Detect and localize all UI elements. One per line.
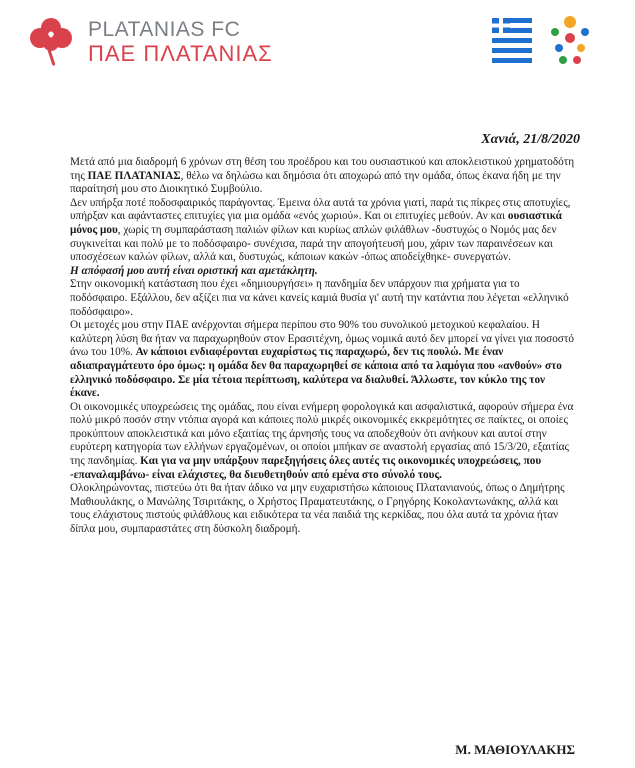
letter-paragraph [70, 265, 575, 279]
body-text: Στην οικονομική κατάσταση που έχει «δημιουργήσει» η πανδημία δεν υπάρχουν πια χρήματα για το ποδόσφαιρο. Εξάλλου, δεν αξίζει πια να κάνει κανείς καμιά θυσία γι' αυτή την κατάντια που λέγεται «ελληνικό ποδόσφαιρο». [70, 278, 569, 318]
emphasis-text: Η απόφασή μου αυτή είναι οριστική και αμετάκλητη. [70, 264, 318, 277]
body-text: Ολοκληρώνοντας, πιστεύω ότι θα ήταν άδικο να μην ευχαριστήσω κάποιους Πλατανιανούς, όπως ο Δημήτρης Μαθιουλάκης, ο Μανώλης Τσιριτάκης, ο Χρήστος Πραματευτάκης, ο Γρηγόρης Κοκολαντωνάκης, αλλά και τους ελάχιστους πιστούς φιλάθλους και ειδικότερα τα νέα παιδιά της κερκίδας, που όλα αυτά τα χρόνια ήταν δίπλα μου, συμπαραστάτες στη δύσκολη διαδρομή. [70, 482, 565, 536]
body-text: Μετά από μια διαδρομή 6 χρόνων στη θέση του προέδρου και του ουσιαστικού και αποκλειστικού χρηματοδότη της [70, 156, 575, 182]
emphasis-text: ουσιαστικά μόνος μου [70, 210, 562, 236]
mascot-icon [546, 14, 594, 66]
emphasis-text: Αν κάποιοι ενδιαφέρονται ευχαρίστως τις παραχωρώ, δεν τις πουλώ. Με έναν αδιαπραγμάτευτο όρο όμως: η ομάδα δεν θα παραχωρηθεί σε κάποια από τα λαμόγια που «ανθούν» στο ελληνικό ποδόσφαιρο. Σε μία τέτοια περίπτωση, καλύτερα να διαλυθεί. Άλλωστε, τον κύκλο της τον έκανε. [70, 346, 562, 400]
emphasis-text: Και για να μην υπάρξουν παρεξηγήσεις όλες αυτές τις οικονομικές υποχρεώσεις, που -επαναλαμβάνω- είναι ελάχιστες, θα διευθετηθούν από εμένα στο σύνολό τους. [70, 455, 542, 481]
emphasis-text: ΠΑΕ ΠΛΑΤΑΝΙΑΣ [87, 169, 181, 182]
flag-icon [492, 18, 532, 64]
body-text: Οι μετοχές μου στην ΠΑΕ ανέρχονται σήμερα περίπου στο 90% του συνολικού μετοχικού κεφαλαίου. Η καλύτερη λύση θα ήταν να παραχωρηθούν στον Ερασιτέχνη, όμως νομικά αυτό δεν μπορεί να γίνει για ποσοστό άνω του 10%. [70, 319, 574, 359]
body-text: , χωρίς τη συμπαράσταση παλιών φίλων και κυρίως απλών φιλάθλων -δυστυχώς ο Νομός μας δεν συγκινείται και πολύ με το ποδόσφαιρο- συνέχισα, παρά την απογοήτευσή μου, χάριν των παραινέσεων και υποσχέσεων καλών φίλων, αλλά και, δυστυχώς, κάποιων κακών -όπως αποδείχθηκε- συνεργατών. [70, 223, 557, 264]
club-name: PLATANIAS FC [88, 18, 241, 41]
letter-paragraph [70, 156, 575, 197]
clover-logo-icon [20, 12, 82, 70]
letter-body [70, 156, 575, 537]
body-text: , θέλω να δηλώσω και δημόσια ότι αποχωρώ από την ομάδα, όπως έκανα ήδη με την παραίτησή μου στο Διοικητικό Συμβούλιο. [70, 169, 561, 196]
club-name-greek: ΠΑΕ ΠΛΑΤΑΝΙΑΣ [88, 41, 273, 66]
letterhead [0, 0, 635, 80]
letter-paragraph [70, 319, 575, 401]
letter-paragraph [70, 197, 575, 265]
body-text: Οι οικονομικές υποχρεώσεις της ομάδας, που είναι ενήμερη φορολογικά και ασφαλιστικά, αφορούν σήμερα ένα πολύ μικρό ποσόν στην ντόπια αγορά και κάποιες πολύ μικρές οικονομικές εκκρεμότητες σε παίκτες, οι οποίες προκύπτουν αποκλειστικά και μόνο εξαιτίας της άρνησής τους να αποδεχθούν ότι ανήκουν και αυτοί στην ευρύτερη κατηγορία των ελλήνων εργαζομένων, οι οποίοι μπήκαν σε αναστολή εργασίας από 15/3/20, εξαιτίας της πανδημίας. [70, 400, 574, 468]
letter-date: Χανιά, 21/8/2020 [481, 132, 580, 147]
letter-paragraph [70, 482, 575, 536]
body-text: Δεν υπήρξα ποτέ ποδοσφαιρικός παράγοντας. Έμεινα όλα αυτά τα χρόνια γιατί, παρά τις πίκρες στις αποτυχίες, υπήρξαν και αφάνταστες επιτυχίες για μια ομάδα «ενός χωριού». Και οι επιτυχίες μεθούν. Αν και [70, 196, 571, 223]
letter-paragraph [70, 278, 575, 319]
letter-paragraph [70, 401, 575, 483]
signature: Μ. ΜΑΘΙΟΥΛΑΚΗΣ [455, 742, 575, 757]
